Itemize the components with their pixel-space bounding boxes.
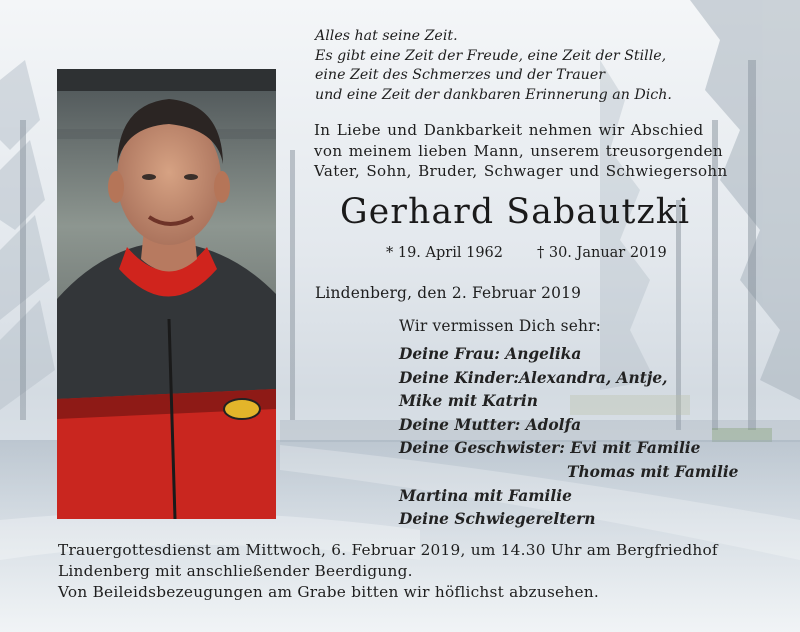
mourner-line: Deine Kinder:Alexandra, Antje, bbox=[399, 368, 668, 387]
service-line: Lindenberg mit anschließender Beerdigung. bbox=[58, 561, 413, 580]
birth-date: * 19. April 1962 bbox=[386, 245, 503, 261]
farewell-text bbox=[314, 120, 728, 182]
farewell-line: Vater, Sohn, Bruder, Schwager und Schwiegersohn bbox=[314, 162, 728, 181]
farewell-line: von meinem lieben Mann, unserem treusorgenden bbox=[314, 141, 723, 160]
poem-line: Es gibt eine Zeit der Freude, eine Zeit der Stille, bbox=[315, 47, 667, 64]
service-line: Trauergottesdienst am Mittwoch, 6. Februar 2019, um 14.30 Uhr am Bergfriedhof bbox=[58, 541, 718, 559]
poem-line: und eine Zeit der dankbaren Erinnerung an Dich. bbox=[315, 86, 672, 103]
portrait-photo bbox=[57, 69, 276, 519]
mourner-line: Deine Mutter: Adolfa bbox=[399, 415, 582, 434]
poem-line: eine Zeit des Schmerzes und der Trauer bbox=[315, 67, 605, 84]
mourner-line: Deine Schwiegereltern bbox=[399, 510, 596, 529]
mourner-line: Deine Geschwister: Evi mit Familie bbox=[399, 439, 701, 458]
mourner-line: Mike mit Katrin bbox=[399, 392, 538, 411]
deceased-name: Gerhard Sabautzki bbox=[340, 192, 691, 232]
poem-line: Alles hat seine Zeit. bbox=[315, 28, 458, 44]
death-date: † 30. Januar 2019 bbox=[537, 245, 667, 261]
poem bbox=[315, 27, 672, 105]
farewell-line: In Liebe und Dankbarkeit nehmen wir Abschied bbox=[314, 121, 704, 139]
funeral-service-info bbox=[58, 540, 718, 581]
mourners-heading: Wir vermissen Dich sehr: bbox=[399, 317, 602, 335]
place-and-date: Lindenberg, den 2. Februar 2019 bbox=[315, 284, 582, 302]
mourner-line: Thomas mit Familie bbox=[567, 462, 739, 481]
condolence-note: Von Beileidsbezeugungen am Grabe bitten wir höflichst abzusehen. bbox=[58, 583, 599, 601]
mourners-list bbox=[399, 343, 738, 532]
mourner-line: Deine Frau: Angelika bbox=[399, 345, 582, 363]
mourner-line: Martina mit Familie bbox=[399, 486, 572, 505]
man-in-jacket-illustration bbox=[57, 69, 276, 519]
